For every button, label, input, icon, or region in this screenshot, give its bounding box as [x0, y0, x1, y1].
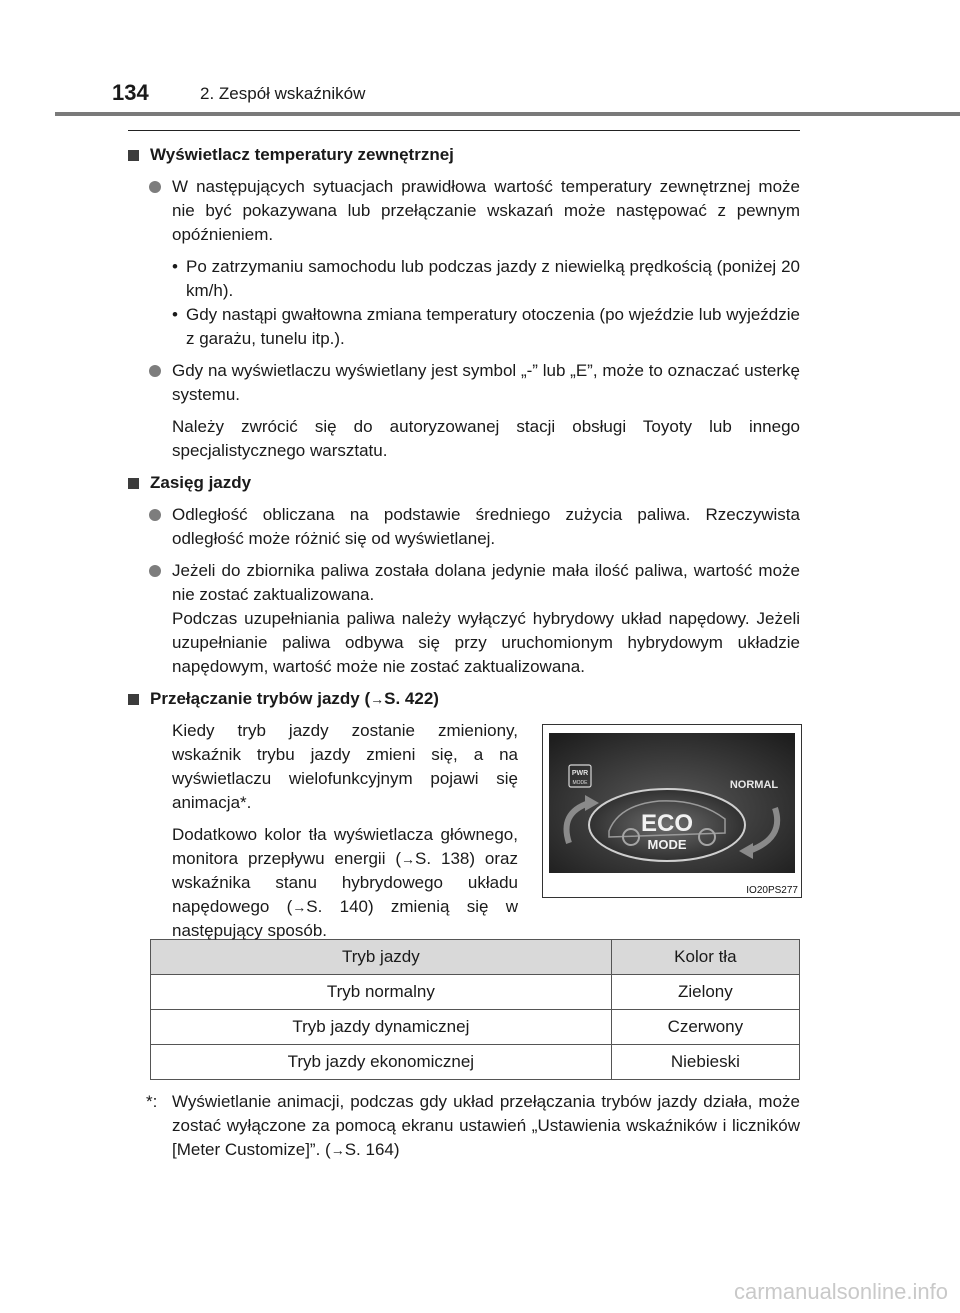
square-bullet-icon	[128, 478, 139, 489]
page-reference[interactable]: S. 138	[415, 849, 470, 868]
note-paragraph: Należy zwrócić się do autoryzowanej stacji obsługi Toyoty lub innego specjalistycznego warsztatu.	[172, 417, 800, 460]
paragraph: Kiedy tryb jazdy zostanie zmieniony, wskaźnik trybu jazdy zmieni się, a na wyświetlaczu wielofunkcyjnym pojawi się animacja*.	[172, 721, 518, 812]
eco-mode-display-illustration	[549, 733, 795, 873]
sub-list-item: • Po zatrzymaniu samochodu lub podczas jazdy z niewielką prędkością (poniżej 20 km/h).	[172, 257, 800, 300]
header-divider	[55, 112, 960, 116]
sub-list-item: • Gdy nastąpi gwałtowna zmiana temperatury otoczenia (po wjeździe lub wyjeździe z garażu, tunelu itp.).	[172, 305, 800, 348]
dot-bullet-icon: •	[172, 305, 178, 324]
table-cell: Niebieski	[611, 1045, 799, 1080]
arrow-right-icon: →	[330, 1142, 345, 1158]
table-header-cell: Tryb jazdy	[151, 940, 612, 975]
arrow-right-icon: →	[401, 851, 416, 867]
round-bullet-icon	[149, 565, 161, 577]
table-header-cell: Kolor tła	[611, 940, 799, 975]
list-item: Jeżeli do zbiornika paliwa została dolana jedynie mała ilość paliwa, wartość może nie zostać zaktualizowana.	[128, 559, 800, 607]
footnote: *: Wyświetlanie animacji, podczas gdy układ przełączania trybów jazdy działa, może zostać wyłączone za pomocą ekranu ustawień „Ustawienia wskaźników i liczników [Meter Customize]”. (→S. 164)	[146, 1092, 800, 1159]
list-item: W następujących sytuacjach prawidłowa wartość temperatury zewnętrznej może nie być pokazywana lub przełączanie wskazań może następować z pewnym opóźnieniem.	[128, 175, 800, 247]
section-heading-range: Zasięg jazdy	[128, 471, 800, 495]
watermark: carmanualsonline.info	[733, 1279, 948, 1304]
paragraph: Dodatkowo kolor tła wyświetlacza głównego, monitora przepływu energii (→S. 138) oraz wskaźnika stanu hybrydowego układu napędowego (→S. 140) zmienią się w następujący sposób.	[172, 825, 518, 940]
arrow-right-icon: →	[292, 899, 307, 915]
figure-code: IO20PS277	[746, 885, 798, 896]
page-header	[0, 0, 960, 116]
table-cell: Czerwony	[611, 1010, 799, 1045]
eco-mode-label: MODE	[647, 837, 687, 852]
drive-mode-color-table	[150, 939, 800, 1080]
section-heading-outside-temperature: Wyświetlacz temperatury zewnętrznej	[128, 143, 800, 167]
table-row	[151, 1045, 800, 1080]
round-bullet-icon	[149, 181, 161, 193]
dot-bullet-icon: •	[172, 257, 178, 276]
pwr-mode-label: MODE	[572, 780, 588, 786]
page-content	[128, 143, 800, 1162]
table-cell: Tryb normalny	[151, 975, 612, 1010]
round-bullet-icon	[149, 509, 161, 521]
list-item: Gdy na wyświetlaczu wyświetlany jest symbol „-” lub „E”, może to oznaczać usterkę systemu.	[128, 359, 800, 407]
eco-label: ECO	[640, 810, 694, 837]
note-paragraph: Podczas uzupełniania paliwa należy wyłączyć hybrydowy układ napędowy. Jeżeli uzupełnianie paliwa odbywa się przy uruchomionym hybrydowym układzie napędowym, wartość może nie zostać zaktualizowana.	[172, 609, 800, 676]
arrow-right-icon: →	[370, 691, 385, 707]
page-number: 134	[112, 80, 149, 105]
table-cell: Tryb jazdy dynamicznej	[151, 1010, 612, 1045]
drive-mode-text	[172, 719, 518, 951]
table-cell: Zielony	[611, 975, 799, 1010]
footnote-marker: *:	[146, 1092, 158, 1111]
list-item: Odległość obliczana na podstawie średniego zużycia paliwa. Rzeczywista odległość może różnić się od wyświetlanej.	[128, 503, 800, 551]
table-row	[151, 1010, 800, 1045]
content-divider	[128, 130, 800, 131]
square-bullet-icon	[128, 150, 139, 161]
chapter-title: 2. Zespół wskaźników	[200, 84, 366, 103]
square-bullet-icon	[128, 694, 139, 705]
page-reference[interactable]: S. 164)	[344, 1140, 400, 1159]
table-row	[151, 975, 800, 1010]
section-heading-drive-mode: Przełączanie trybów jazdy (→S. 422)	[128, 687, 800, 711]
page-reference[interactable]: S. 422)	[384, 689, 439, 708]
drive-mode-block	[128, 719, 800, 940]
page-reference[interactable]: S. 140	[306, 897, 368, 916]
eco-mode-figure	[542, 724, 802, 898]
normal-mode-label: NORMAL	[729, 779, 779, 791]
table-cell: Tryb jazdy ekonomicznej	[151, 1045, 612, 1080]
pwr-label: PWR	[571, 770, 589, 777]
round-bullet-icon	[149, 365, 161, 377]
